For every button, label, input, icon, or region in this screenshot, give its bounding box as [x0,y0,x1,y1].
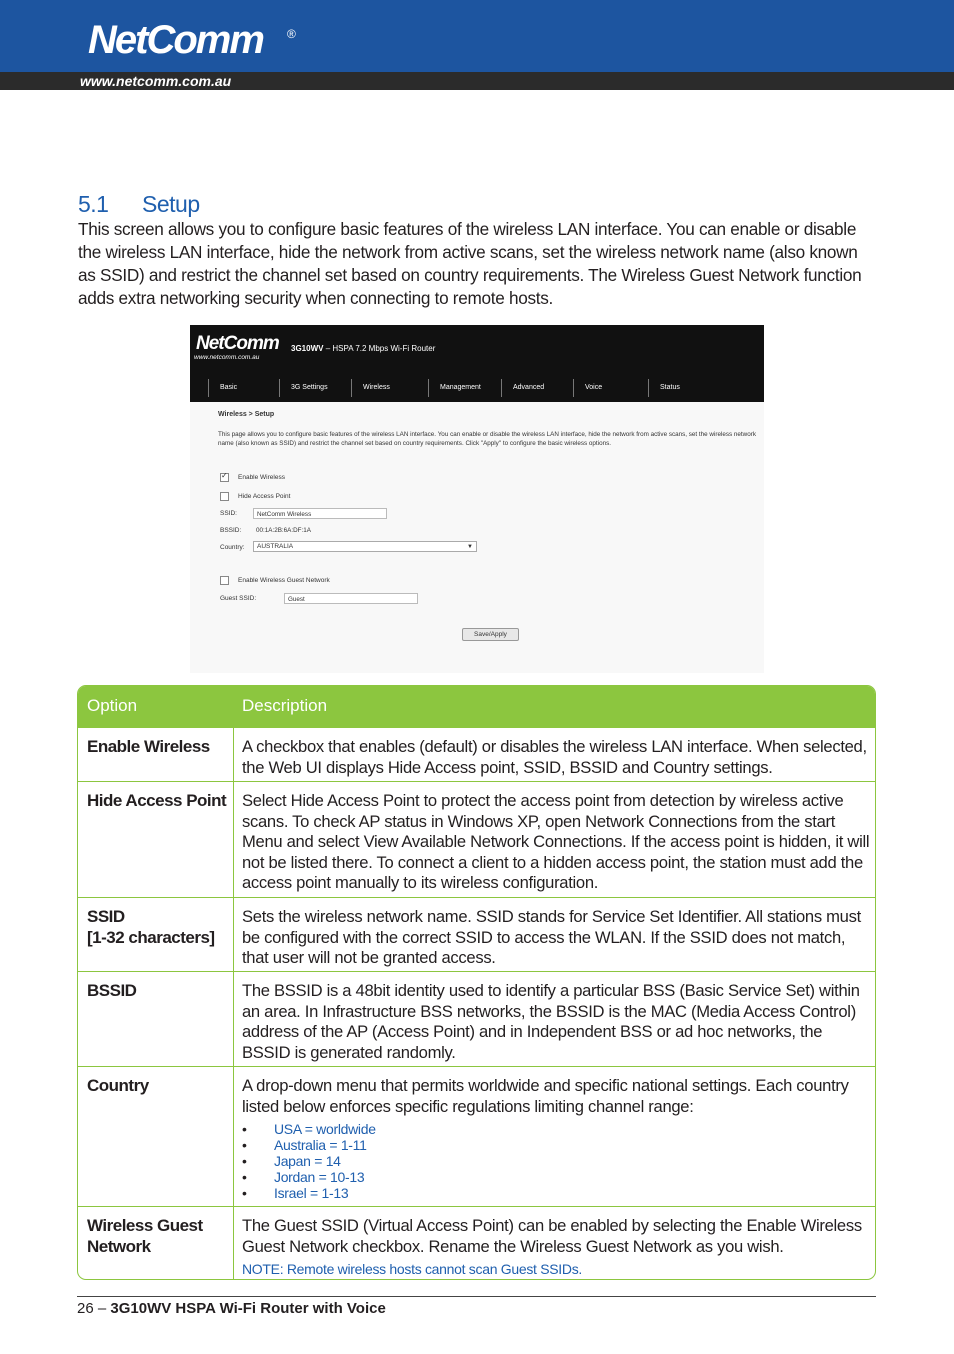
guest-ssid-label: Guest SSID: [220,595,257,602]
hide-ap-row [220,492,290,501]
option-description: The Guest SSID (Virtual Access Point) can be enabled by selecting the Enable Wireless Guest Network checkbox. Rename the Wireless Guest Network as you wish. [242,1216,862,1256]
header-description: Description [242,696,328,715]
router-model: 3G10WV [291,344,324,353]
nav-basic[interactable]: Basic [208,379,279,397]
country-channel-list [242,1121,872,1201]
table-row [78,781,876,897]
registered-mark: ® [287,27,296,41]
page-footer [77,1300,386,1317]
section-number: 5.1 [78,191,109,217]
option-description: A drop-down menu that permits worldwide and specific national settings. Each country listed below enforces specific regulations limiting channel range: [242,1076,849,1116]
hide-ap-checkbox[interactable] [220,492,229,501]
list-item: • USA = worldwide [242,1121,872,1137]
column-divider [233,686,234,1280]
country-label: Country: [220,544,245,551]
table-row [78,727,876,781]
section-title: Setup [142,191,200,217]
option-note: NOTE: Remote wireless hosts cannot scan Guest SSIDs. [242,1261,582,1278]
router-breadcrumb: Wireless > Setup [218,411,275,418]
router-description: This page allows you to configure basic features of the wireless LAN interface. You can enable or disable the wireless LAN interface, hide the network from active scans, set the wireless network name (also known as SSID) and restrict the channel set based on country requirements. Click "Apply" to configure the basic wireless options. [218,431,756,447]
ssid-input[interactable]: NetComm Wireless [253,508,387,519]
option-name: Wireless Guest Network [87,1216,203,1256]
footer-divider [77,1296,876,1297]
bssid-value: 00:1A:2B:6A:DF:1A [256,527,311,534]
page-banner [0,0,954,90]
enable-wireless-label: Enable Wireless [238,474,285,482]
router-setup-screenshot [190,325,764,673]
option-name: Hide Access Point [87,791,227,810]
option-name [87,906,227,948]
router-nav [208,379,764,397]
nav-advanced[interactable]: Advanced [501,379,573,397]
section-intro: This screen allows you to configure basic features of the wireless LAN interface. You can enable or disable the wireless LAN interface, hide the network from active scans, set the wireless network name (also known as SSID) and restrict the channel set based on country requirements. The Wireless Guest Network function adds extra networking security when connecting to remote hosts. [78,219,862,308]
guest-enable-label: Enable Wireless Guest Network [238,577,330,585]
section-heading [78,191,200,218]
option-name-line1: SSID [87,907,125,926]
router-body [190,402,764,673]
nav-wireless[interactable]: Wireless [351,379,428,397]
website-url[interactable]: www.netcomm.com.au [80,73,232,89]
netcomm-logo: NetComm [88,18,263,62]
save-apply-button[interactable]: Save/Apply [462,628,519,641]
router-header [190,325,764,402]
enable-wireless-row [220,473,285,482]
table-row [78,971,876,1066]
ssid-label: SSID: [220,510,237,517]
bssid-label: BSSID: [220,527,242,534]
router-logo: NetComm [196,333,279,354]
hide-ap-label: Hide Access Point [238,493,291,501]
router-product-desc: – HSPA 7.2 Mbps Wi-Fi Router [323,344,436,353]
table-header [78,686,876,727]
options-table [77,685,876,1280]
chevron-down-icon: ▼ [467,544,473,550]
option-description: A checkbox that enables (default) or disables the wireless LAN interface. When selected, the Web UI displays Hide Access point, SSID, BSSID and Country settings. [242,737,867,777]
option-name-line2: [1-32 characters] [87,928,215,947]
table-row [78,897,876,971]
list-item: • Jordan = 10-13 [242,1169,872,1185]
option-description: Sets the wireless network name. SSID stands for Service Set Identifier. All stations must be configured with the correct SSID to access the WLAN. If the SSID does not match, that user will not be granted access. [242,907,861,968]
option-name: BSSID [87,981,137,1000]
option-name: Country [87,1076,149,1095]
guest-enable-checkbox[interactable] [220,576,229,585]
footer-title: 3G10WV HSPA Wi-Fi Router with Voice [110,1300,386,1317]
guest-ssid-input[interactable]: Guest [284,593,418,604]
option-name: Enable Wireless [87,737,210,756]
list-item: • Australia = 1-11 [242,1137,872,1153]
table-row [78,1206,876,1280]
option-description-block [242,1216,872,1280]
option-description-block [242,1076,872,1201]
guest-enable-row [220,576,330,585]
nav-status[interactable]: Status [648,379,718,397]
router-title [291,344,435,353]
footer-separator: – [93,1300,111,1317]
option-description: Select Hide Access Point to protect the access point from detection by wireless active scans. To check AP status in Windows XP, open Network Connections from the start Menu and select View Available Network Connections. If the access point is hidden, it will not be listed there. To connect a client to a hidden access point, the station must add the access point manually to its wireless configuration. [242,791,870,893]
list-item: • Japan = 14 [242,1153,872,1169]
option-description: The BSSID is a 48bit identity used to identify a particular BSS (Basic Service Set) within an area. In Infrastructure BSS networks, the BSSID is the MAC (Media Access Control) address of the AP (Access Point) and in Independent BSS or ad hoc networks, the BSSID is generated randomly. [242,981,860,1062]
list-item: • Israel = 1-13 [242,1185,872,1201]
enable-wireless-checkbox[interactable] [220,473,229,482]
table-row [78,1066,876,1206]
nav-management[interactable]: Management [428,379,501,397]
country-select[interactable] [253,541,477,552]
router-url: www.netcomm.com.au [194,354,260,361]
country-selected-value: AUSTRALIA [257,543,294,550]
nav-3g-settings[interactable]: 3G Settings [279,379,351,397]
header-option: Option [87,696,138,715]
nav-voice[interactable]: Voice [573,379,648,397]
page-number: 26 [77,1300,94,1317]
